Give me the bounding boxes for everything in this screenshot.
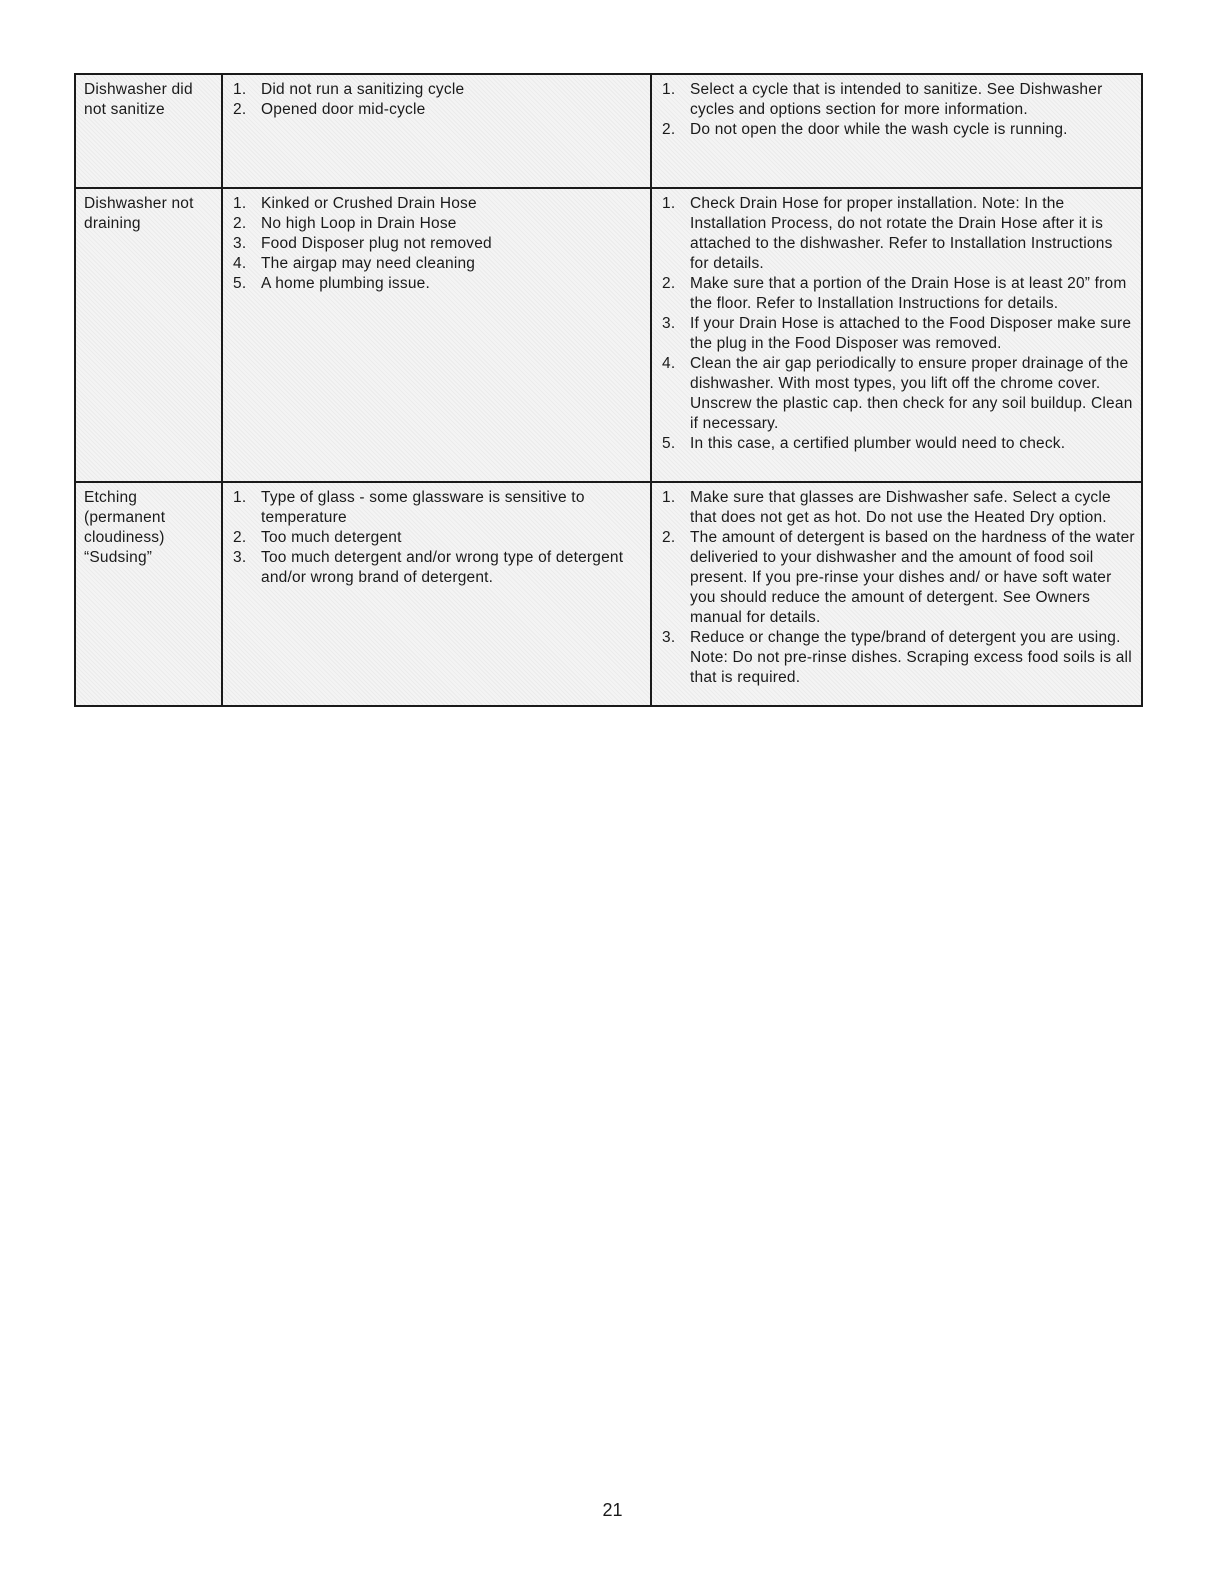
- problem-cell: [75, 188, 222, 482]
- item-text: In this case, a certified plumber would need to check.: [690, 435, 1066, 452]
- problem-cell: [75, 74, 222, 188]
- list-item: [229, 234, 644, 254]
- list-item: [658, 194, 1135, 274]
- cause-cell: [222, 74, 651, 188]
- list-item: [229, 528, 644, 548]
- item-text: The airgap may need cleaning: [261, 255, 476, 272]
- list-item: [229, 488, 644, 528]
- item-text: The amount of detergent is based on the hardness of the water deliveried to your dishwasher and the amount of food soil present. If you pre-rinse your dishes and/ or have soft water you should reduce the amount of detergent. See Owners manual for details.: [690, 529, 1135, 626]
- item-number: 3.: [662, 629, 676, 646]
- cause-list: [229, 488, 644, 588]
- list-item: [229, 214, 644, 234]
- problem-cell: [75, 482, 222, 706]
- item-text: Make sure that glasses are Dishwasher safe. Select a cycle that does not get as hot. Do not use the Heated Dry option.: [690, 489, 1111, 526]
- list-item: [658, 80, 1135, 120]
- item-text: No high Loop in Drain Hose: [261, 215, 457, 232]
- item-text: Opened door mid-cycle: [261, 101, 426, 118]
- item-number: 4.: [233, 255, 247, 272]
- item-number: 2.: [662, 529, 676, 546]
- item-text: Too much detergent: [261, 529, 402, 546]
- solution-cell: [651, 482, 1142, 706]
- item-text: Make sure that a portion of the Drain Hose is at least 20” from the floor. Refer to Installation Instructions for details.: [690, 275, 1127, 312]
- item-number: 1.: [662, 489, 676, 506]
- problem-text: Dishwasher not draining: [84, 195, 194, 232]
- item-number: 2.: [662, 121, 676, 138]
- table-row: [75, 482, 1142, 706]
- list-item: [229, 548, 644, 588]
- item-number: 3.: [662, 315, 676, 332]
- cause-cell: [222, 482, 651, 706]
- cause-list: [229, 194, 644, 294]
- list-item: [658, 120, 1135, 140]
- item-text: Check Drain Hose for proper installation. Note: In the Installation Process, do not rotate the Drain Hose after it is attached to the dishwasher. Refer to Installation Instructions for details.: [690, 195, 1113, 272]
- item-number: 2.: [233, 529, 247, 546]
- item-number: 1.: [233, 489, 247, 506]
- list-item: [658, 434, 1135, 454]
- page-number: 21: [602, 1500, 623, 1520]
- item-text: Too much detergent and/or wrong type of detergent and/or wrong brand of detergent.: [261, 549, 624, 586]
- item-number: 2.: [233, 215, 247, 232]
- list-item: [229, 80, 644, 100]
- list-item: [658, 354, 1135, 434]
- item-text: Did not run a sanitizing cycle: [261, 81, 465, 98]
- list-item: [229, 274, 644, 294]
- table-row: [75, 74, 1142, 188]
- problem-text: Dishwasher did not sanitize: [84, 81, 193, 118]
- solution-cell: [651, 188, 1142, 482]
- list-item: [658, 488, 1135, 528]
- solution-list: [658, 488, 1135, 688]
- item-text: Select a cycle that is intended to sanitize. See Dishwasher cycles and options section for more information.: [690, 81, 1103, 118]
- list-item: [229, 194, 644, 214]
- item-text: Do not open the door while the wash cycle is running.: [690, 121, 1068, 138]
- list-item: [658, 628, 1135, 688]
- item-number: 1.: [233, 81, 247, 98]
- list-item: [229, 254, 644, 274]
- item-number: 4.: [662, 355, 676, 372]
- item-number: 2.: [233, 101, 247, 118]
- cause-cell: [222, 188, 651, 482]
- list-item: [658, 274, 1135, 314]
- table-row: [75, 188, 1142, 482]
- item-text: If your Drain Hose is attached to the Food Disposer make sure the plug in the Food Disposer was removed.: [690, 315, 1132, 352]
- item-number: 5.: [233, 275, 247, 292]
- item-text: Food Disposer plug not removed: [261, 235, 492, 252]
- solution-list: [658, 194, 1135, 454]
- item-number: 3.: [233, 235, 247, 252]
- item-text: Kinked or Crushed Drain Hose: [261, 195, 477, 212]
- item-number: 1.: [233, 195, 247, 212]
- cause-list: [229, 80, 644, 120]
- item-number: 3.: [233, 549, 247, 566]
- list-item: [229, 100, 644, 120]
- list-item: [658, 528, 1135, 628]
- item-number: 5.: [662, 435, 676, 452]
- item-text: Clean the air gap periodically to ensure proper drainage of the dishwasher. With most types, you lift off the chrome cover. Unscrew the plastic cap. then check for any soil buildup. Clean if necessary.: [690, 355, 1133, 432]
- item-text: Type of glass - some glassware is sensitive to temperature: [261, 489, 585, 526]
- item-number: 1.: [662, 195, 676, 212]
- troubleshooting-table: [74, 73, 1143, 707]
- item-number: 2.: [662, 275, 676, 292]
- problem-text: Etching (permanent cloudiness) “Sudsing”: [84, 489, 166, 566]
- solution-cell: [651, 74, 1142, 188]
- item-text: A home plumbing issue.: [261, 275, 430, 292]
- item-number: 1.: [662, 81, 676, 98]
- item-text: Reduce or change the type/brand of detergent you are using. Note: Do not pre-rinse dishes. Scraping excess food soils is all that is required.: [690, 629, 1132, 686]
- list-item: [658, 314, 1135, 354]
- solution-list: [658, 80, 1135, 140]
